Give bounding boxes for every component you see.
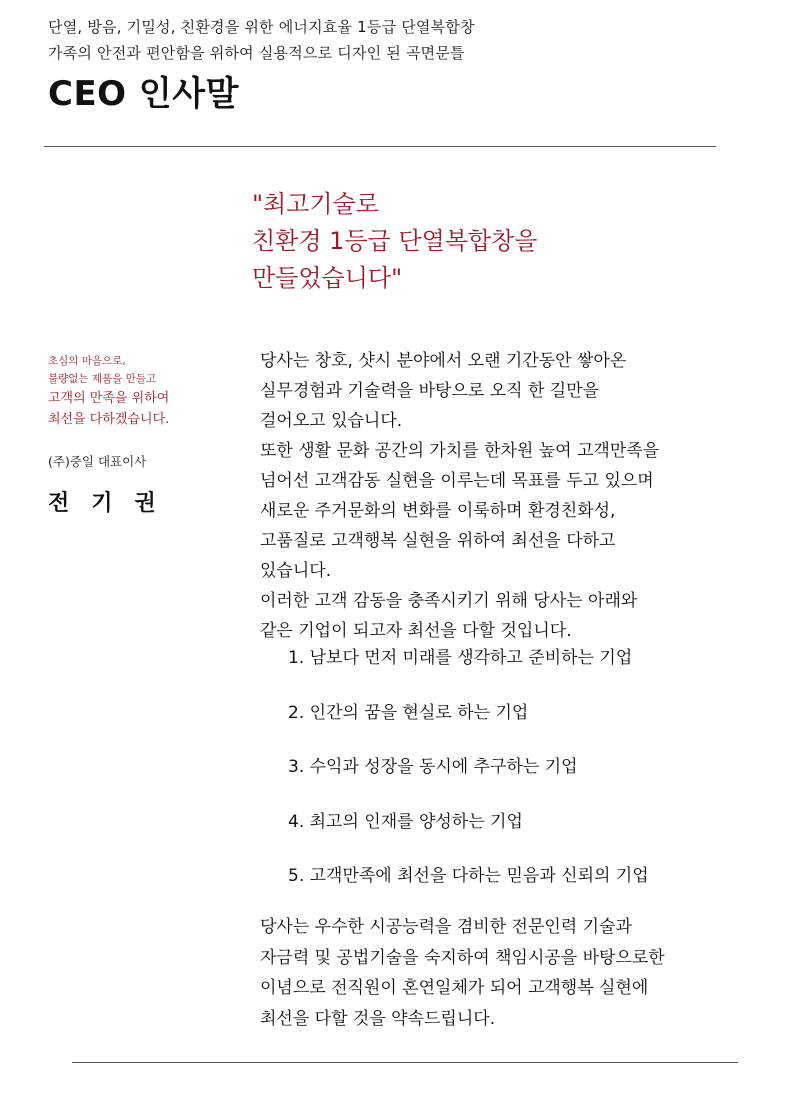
value-item-5: 5. 고객만족에 최선을 다하는 믿음과 신뢰의 기업 (288, 866, 649, 886)
body-line: 실무경험과 기술력을 바탕으로 오직 한 길만을 (260, 381, 600, 401)
sidebar-motto-large-2: 최선을 다하겠습니다. (48, 412, 170, 427)
body-line: 넘어선 고객감동 실현을 이루는데 목표를 두고 있으며 (260, 471, 654, 491)
value-item-4: 4. 최고의 인재를 양성하는 기업 (288, 811, 523, 832)
company-values-list (288, 645, 748, 918)
value-item-2: 2. 인간의 꿈을 현실로 하는 기업 (288, 702, 529, 723)
body-line: 있습니다. (260, 561, 332, 581)
body-line: 또한 생활 문화 공간의 가치를 한차원 높여 고객만족을 (260, 441, 660, 461)
headline-line-3: 만들었습니다" (252, 264, 403, 292)
body-line: 걸어오고 있습니다. (260, 411, 403, 431)
value-item-1: 1. 남보다 먼저 미래를 생각하고 준비하는 기업 (288, 648, 633, 668)
body-line: 새로운 주거문화의 변화를 이룩하며 환경친화성, (260, 501, 616, 521)
body-line: 같은 기업이 되고자 최선을 다할 것입니다. (260, 621, 572, 641)
top-divider (44, 146, 716, 147)
closing-line: 자금력 및 공법기술을 숙지하여 책임시공을 바탕으로한 (260, 947, 665, 968)
sidebar-motto-large-1: 고객의 만족을 위하여 (48, 391, 170, 406)
closing-line: 최선을 다할 것을 약속드립니다. (260, 1008, 496, 1029)
page-title: CEO 인사말 (48, 74, 239, 114)
closing-paragraph (260, 912, 750, 1034)
headline-line-2: 친환경 1등급 단열복합창을 (252, 227, 538, 255)
body-line: 당사는 창호, 샷시 분야에서 오랜 기간동안 쌓아온 (260, 351, 627, 371)
ceo-role: (주)중일 대표이사 (48, 454, 147, 469)
headline-quote (252, 186, 732, 297)
header-tagline-2: 가족의 안전과 편안함을 위하여 실용적으로 디자인 된 곡면문틀 (48, 44, 465, 62)
header-tagline-1: 단열, 방음, 기밀성, 친환경을 위한 에너지효율 1등급 단열복합창 (48, 18, 475, 36)
closing-line: 당사는 우수한 시공능력을 겸비한 전문인력 기술과 (260, 917, 632, 937)
bottom-divider (72, 1062, 738, 1063)
headline-line-1: "최고기술로 (252, 190, 379, 218)
body-line: 이러한 고객 감동을 충족시키기 위해 당사는 아래와 (260, 591, 638, 611)
body-line: 고품질로 고객행복 실현을 위하여 최선을 다하고 (260, 531, 616, 551)
closing-line: 이념으로 전직원이 혼연일체가 되어 고객행복 실현에 (260, 978, 649, 998)
greeting-body (260, 346, 750, 646)
sidebar-motto-small-1: 초심의 마음으로, (48, 355, 126, 367)
sidebar-motto-small-2: 불량없는 제품을 만들고 (48, 373, 157, 385)
ceo-name: 전기권 (48, 491, 178, 516)
value-item-3: 3. 수익과 성장을 동시에 추구하는 기업 (288, 757, 578, 777)
ceo-signature-block (48, 352, 238, 517)
